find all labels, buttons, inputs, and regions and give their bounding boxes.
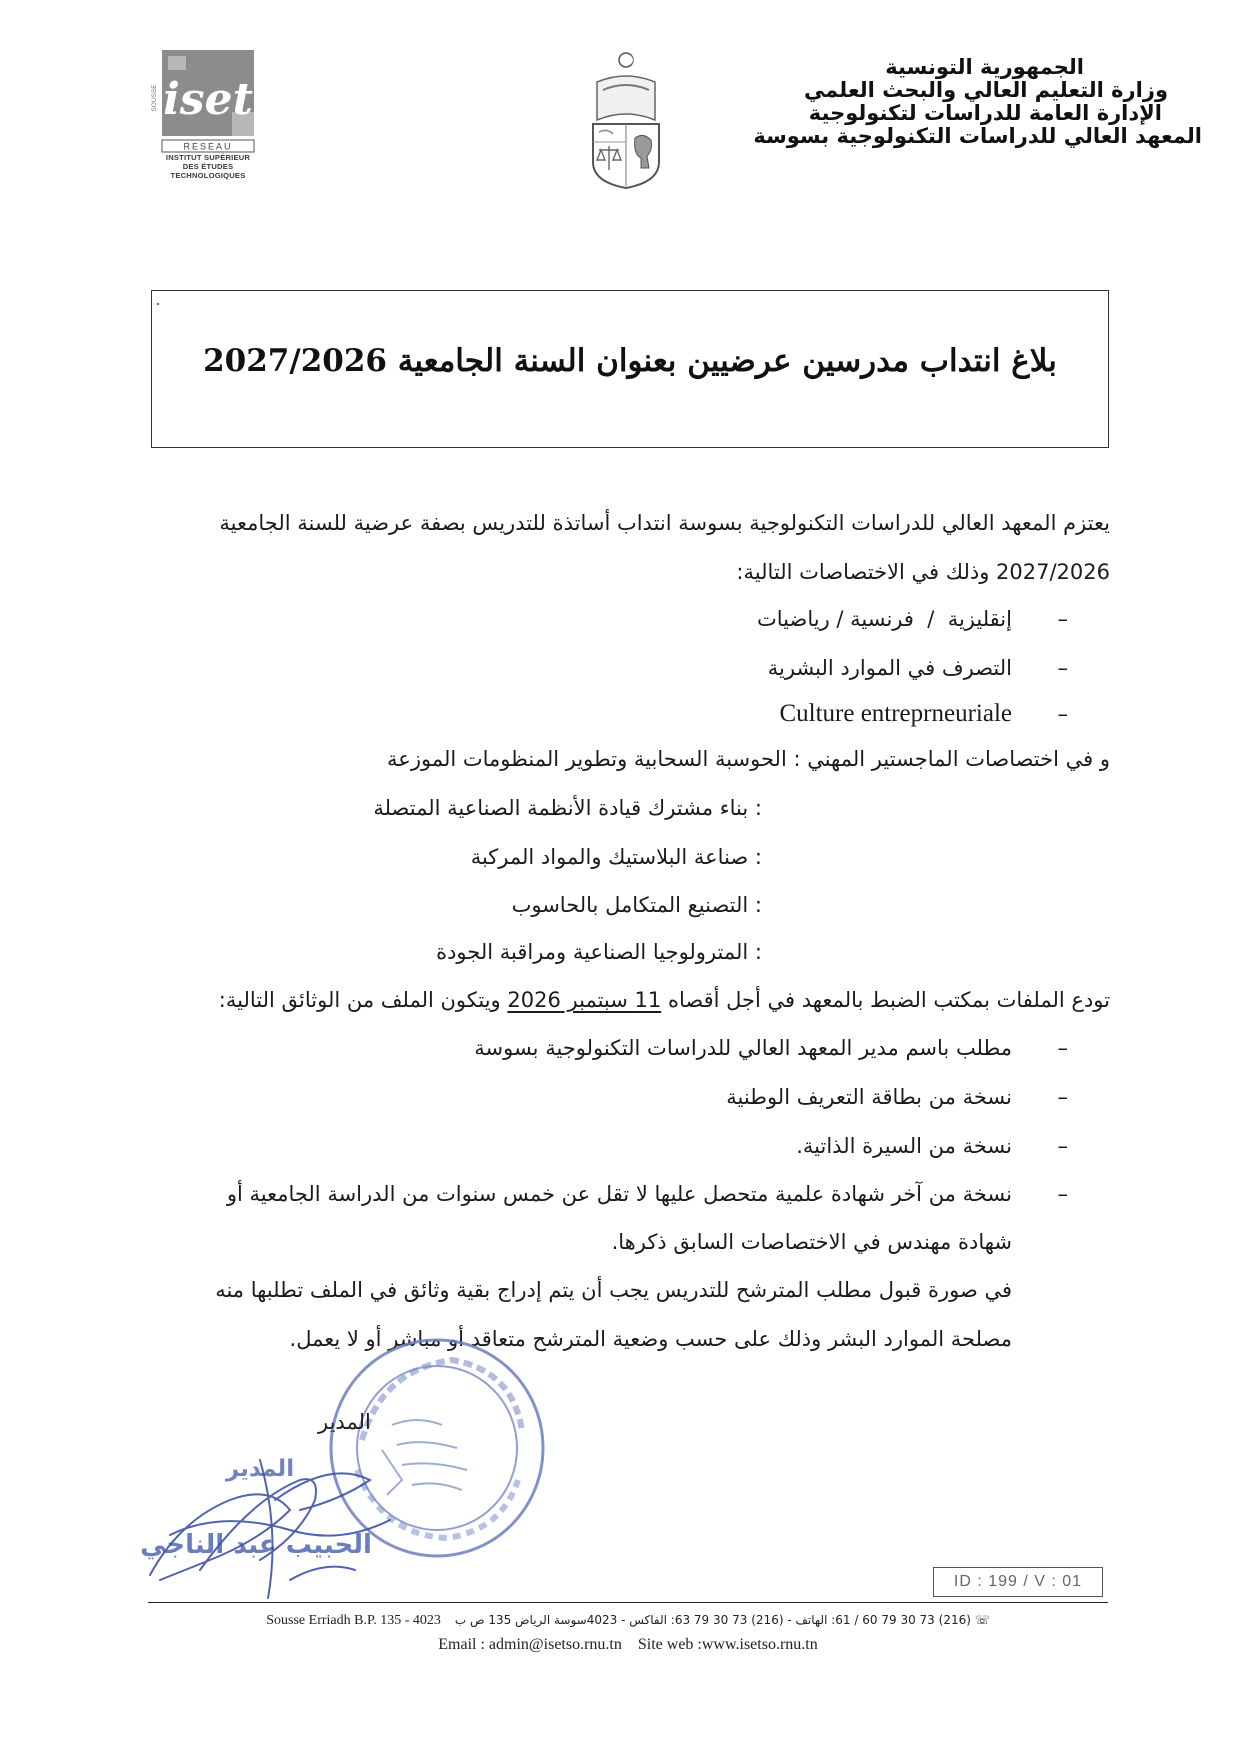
- document-item: –مطلب باسم مدير المعهد العالي للدراسات التكنولوجية بسوسة: [474, 1036, 1068, 1060]
- specialty-label: التصرف في الموارد البشرية: [767, 656, 1012, 680]
- document-label: نسخة من بطاقة التعريف الوطنية: [726, 1085, 1012, 1109]
- closing-line-2: مصلحة الموارد البشر وذلك على حسب وضعية المترشح متعاقد أو مباشر أو لا يعمل.: [289, 1327, 1012, 1351]
- logo-subtitle: [148, 153, 268, 180]
- logo-subtitle-line: TECHNOLOGIQUES: [170, 171, 246, 180]
- closing-line-1: في صورة قبول مطلب المترشح للتدريس يجب أن يتم إدراج بقية وثائق في الملف تطلبها منه: [215, 1278, 1012, 1302]
- masters-item: : بناء مشترك قيادة الأنظمة الصناعية المتصلة: [373, 796, 762, 820]
- footer-address: Sousse Erriadh B.P. 135 - 4023: [266, 1613, 441, 1628]
- document-item: –نسخة من بطاقة التعريف الوطنية: [726, 1085, 1068, 1109]
- stamp-title: المدير: [225, 1456, 295, 1482]
- ministry-name: وزارة التعليم العالي والبحث العلمي: [803, 78, 1168, 102]
- logo-vertical-text: SOUSSE: [151, 84, 158, 112]
- deposit-after: ويتكون الملف من الوثائق التالية:: [218, 988, 501, 1012]
- masters-item: : التصنيع المتكامل بالحاسوب: [511, 893, 762, 917]
- footer-contact-line: [148, 1636, 1108, 1654]
- handwritten-signature-icon: [140, 1440, 410, 1605]
- director-label: المدير: [318, 1410, 371, 1434]
- corner-dot: [157, 303, 159, 305]
- logo-subtitle-line: INSTITUT SUPÉRIEUR: [165, 153, 251, 162]
- masters-item: : صناعة البلاستيك والمواد المركبة: [470, 845, 762, 869]
- specialty-label: Culture entreprneuriale: [779, 700, 1012, 727]
- logo-wordmark: iset: [163, 74, 253, 125]
- announcement-title-box: [151, 290, 1109, 448]
- footer-address-line: [148, 1613, 1108, 1629]
- institution-header: [742, 56, 1202, 148]
- specialty-item: –Culture entreprneuriale: [779, 700, 1068, 727]
- intro-line-2: 2027/2026 وذلك في الاختصاصات التالية:: [736, 560, 1110, 584]
- logo-network-label: RESEAU: [183, 141, 233, 152]
- republic-name: الجمهورية التونسية: [885, 55, 1084, 79]
- signer-name: الحبيب عبد الناجي: [140, 1530, 372, 1560]
- deposit-instructions: [219, 988, 1110, 1012]
- specialty-item: –التصرف في الموارد البشرية: [767, 656, 1068, 680]
- footer-divider: [148, 1602, 1108, 1603]
- document-item: –نسخة من آخر شهادة علمية متحصل عليها لا تقل عن خمس سنوات من الدراسة الجامعية أو: [226, 1182, 1068, 1206]
- document-id-box: ID : 199 / V : 01: [933, 1567, 1103, 1597]
- footer-website[interactable]: Site web :www.isetso.rnu.tn: [637, 1636, 818, 1653]
- footer-email[interactable]: Email : admin@isetso.rnu.tn: [438, 1636, 622, 1653]
- masters-lead: و في اختصاصات الماجستير المهني : الحوسبة السحابية وتطوير المنظومات الموزعة: [387, 747, 1110, 771]
- document-label: نسخة من السيرة الذاتية.: [796, 1134, 1012, 1158]
- masters-item: : المترولوجيا الصناعية ومراقبة الجودة: [436, 940, 762, 964]
- announcement-title: بلاغ انتداب مدرسين عرضيين بعنوان السنة الجامعية 2027/2026: [203, 343, 1057, 379]
- footer-phones: ☏ (216) 73 30 79 60 / 61: الهاتف - (216) 73 30 79 63: الفاكس - 4023سوسة الرياض 135 ص ب: [454, 1613, 990, 1627]
- directorate-name: الإدارة العامة للدراسات لتكنولوجية: [808, 101, 1162, 125]
- deposit-before: تودع الملفات بمكتب الضبط بالمعهد في أجل أقصاه: [667, 988, 1110, 1012]
- specialty-label: إنقليزية / فرنسية / رياضيات: [756, 607, 1012, 631]
- document-continuation: شهادة مهندس في الاختصاصات السابق ذكرها.: [611, 1230, 1012, 1254]
- intro-line-1: يعتزم المعهد العالي للدراسات التكنولوجية بسوسة انتداب أساتذة للتدريس بصفة عرضية للسنة الجامعية: [219, 511, 1110, 535]
- deposit-deadline: 11 سبتمبر 2026: [507, 988, 662, 1012]
- document-label: نسخة من آخر شهادة علمية متحصل عليها لا تقل عن خمس سنوات من الدراسة الجامعية أو: [226, 1182, 1012, 1206]
- logo-subtitle-line: DES ÉTUDES: [182, 162, 234, 171]
- specialty-item: –إنقليزية / فرنسية / رياضيات: [756, 607, 1068, 631]
- institute-name: المعهد العالي للدراسات التكنولوجية بسوسة: [753, 124, 1202, 148]
- document-item: –نسخة من السيرة الذاتية.: [796, 1134, 1068, 1158]
- document-label: مطلب باسم مدير المعهد العالي للدراسات التكنولوجية بسوسة: [474, 1036, 1012, 1060]
- tunisia-coat-of-arms-icon: [585, 50, 667, 190]
